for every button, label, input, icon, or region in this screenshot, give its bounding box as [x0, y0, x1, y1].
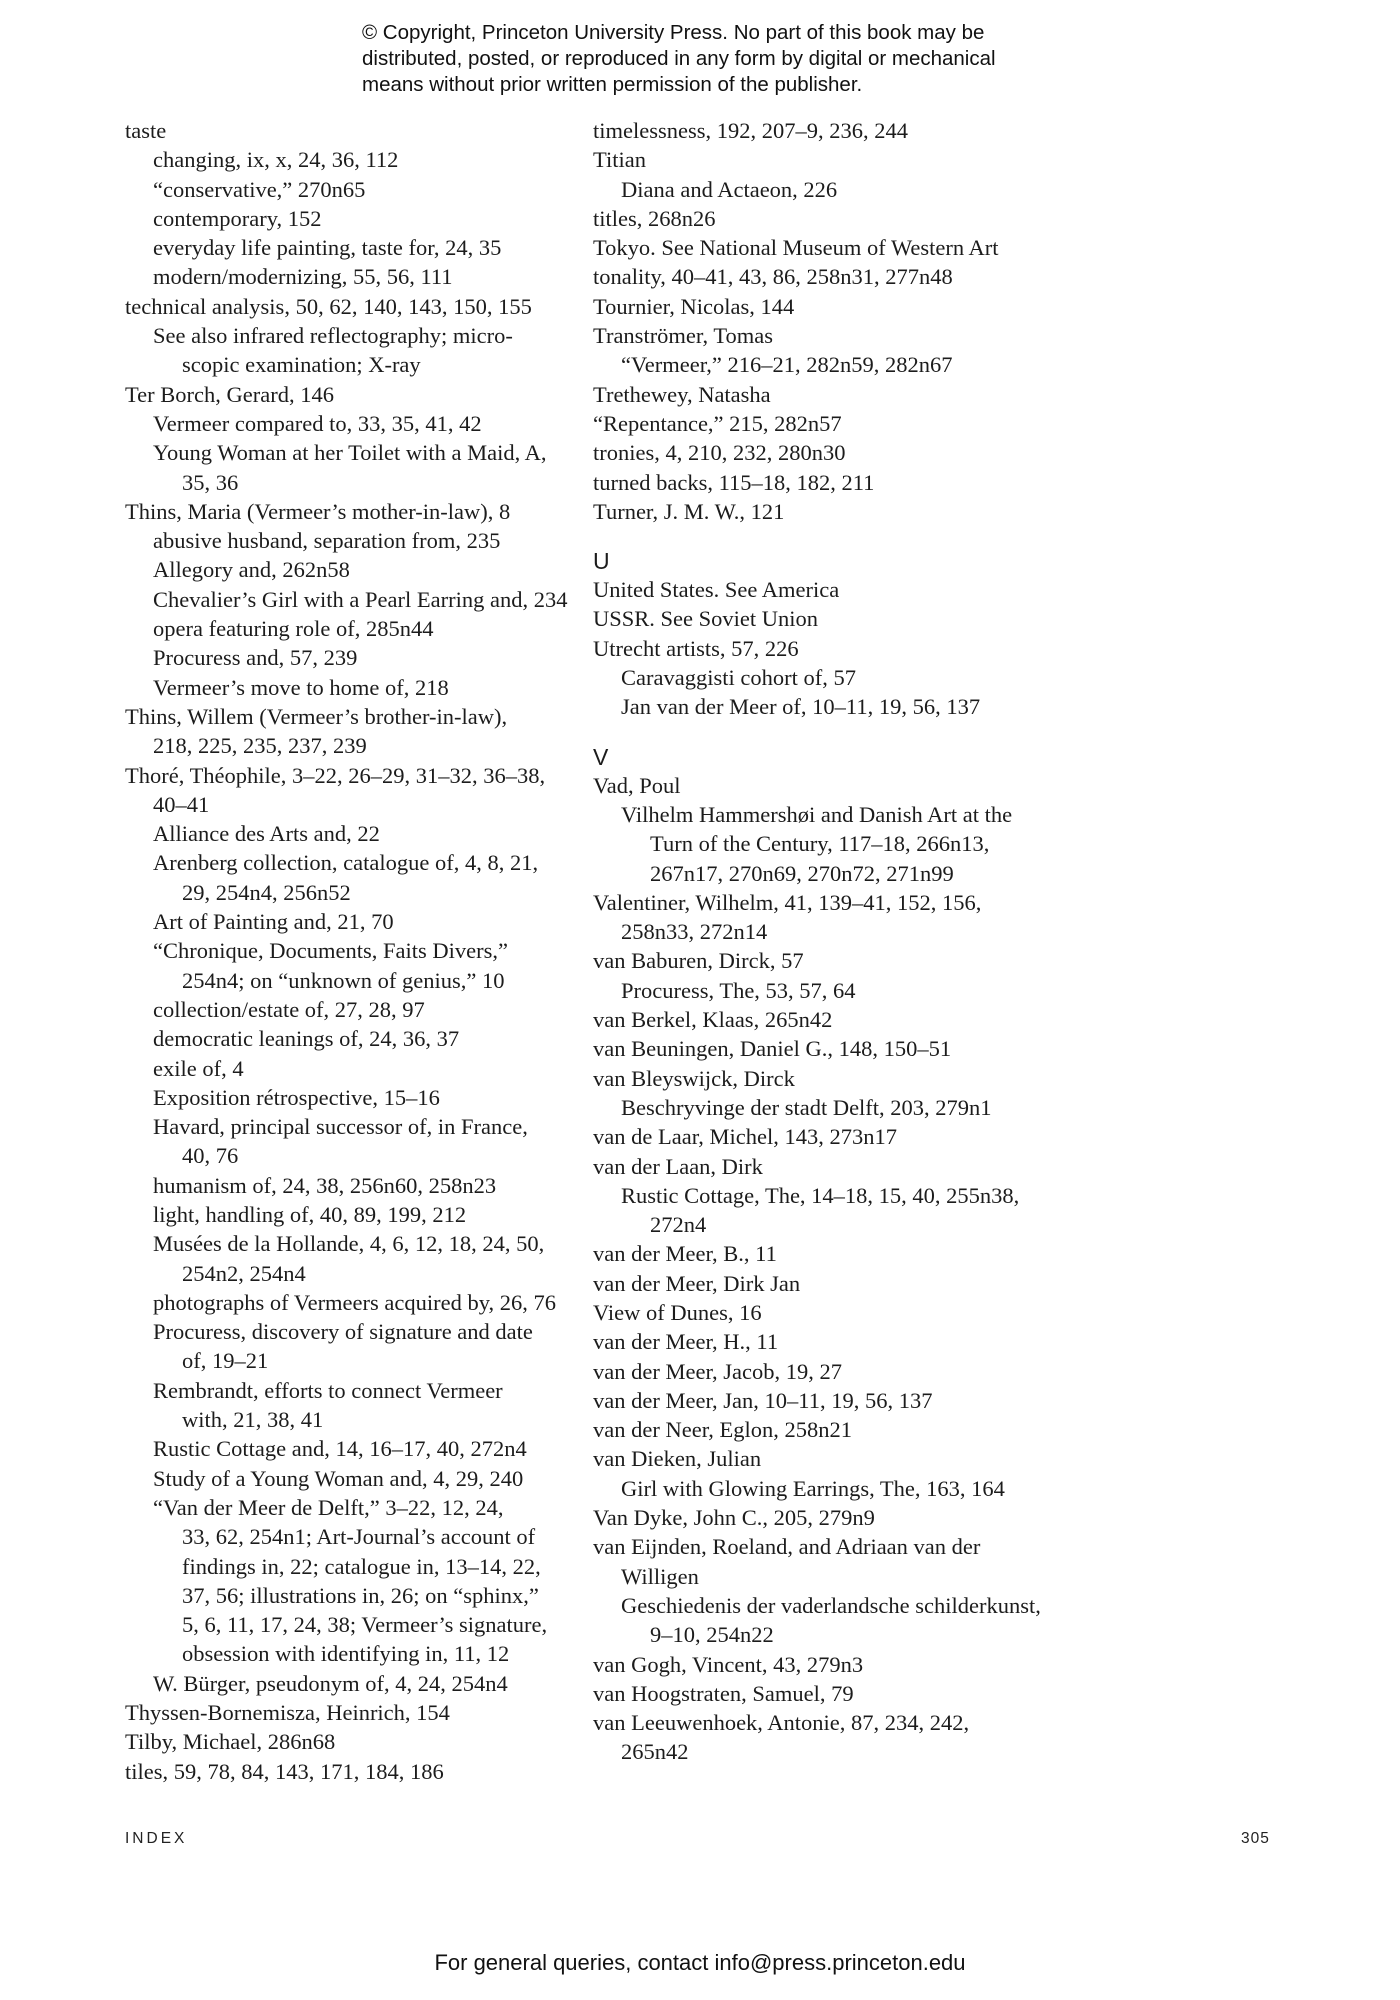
- index-subentry: opera featuring role of, 285n44: [153, 616, 434, 642]
- index-subentry: Vilhelm Hammershøi and Danish Art at the: [621, 801, 1013, 827]
- index-subentry: Arenberg collection, catalogue of, 4, 8, 21,: [153, 850, 539, 876]
- index-entry: technical analysis, 50, 62, 140, 143, 150, 155: [125, 293, 532, 319]
- index-entry: van der Meer, Jan, 10–11, 19, 56, 137: [593, 1387, 933, 1413]
- index-column-left: [125, 116, 580, 1786]
- index-subentry: “conservative,” 270n65: [153, 176, 366, 202]
- index-entry: taste: [125, 118, 167, 143]
- index-entry: van Beuningen, Daniel G., 148, 150–51: [593, 1036, 952, 1062]
- index-subentry: Geschiedenis der vaderlandsche schilderkunst,: [621, 1592, 1041, 1618]
- index-entry: Thins, Willem (Vermeer’s brother-in-law),: [125, 703, 508, 729]
- index-subentry: Rustic Cottage and, 14, 16–17, 40, 272n4: [153, 1436, 527, 1462]
- index-subentry: humanism of, 24, 38, 256n60, 258n23: [153, 1172, 497, 1198]
- index-entry: Thyssen-Bornemisza, Heinrich, 154: [125, 1700, 450, 1726]
- index-subentry: abusive husband, separation from, 235: [153, 528, 501, 554]
- contact-note: For general queries, contact info@press.princeton.edu: [434, 1950, 966, 1975]
- index-subentry: Girl with Glowing Earrings, The, 163, 164: [621, 1475, 1005, 1501]
- index-entry: Ter Borch, Gerard, 146: [125, 381, 334, 407]
- copyright-line: © Copyright, Princeton University Press. No part of this book may be: [362, 21, 985, 44]
- index-subentry: collection/estate of, 27, 28, 97: [153, 996, 425, 1022]
- index-subentry: 35, 36: [182, 469, 239, 495]
- index-subentry: W. Bürger, pseudonym of, 4, 24, 254n4: [153, 1670, 508, 1696]
- index-subentry: Willigen: [621, 1563, 699, 1589]
- index-subentry: Chevalier’s Girl with a Pearl Earring and, 234: [153, 586, 568, 612]
- index-subentry: 254n4; on “unknown of genius,” 10: [182, 967, 505, 993]
- index-entry: Vad, Poul: [593, 772, 681, 798]
- index-subentry: 5, 6, 11, 17, 24, 38; Vermeer’s signature,: [182, 1612, 548, 1638]
- index-subentry: Art of Painting and, 21, 70: [153, 909, 394, 935]
- index-entry: turned backs, 115–18, 182, 211: [593, 469, 875, 495]
- index-subentry: Procuress, discovery of signature and date: [153, 1319, 533, 1345]
- index-subentry: Turn of the Century, 117–18, 266n13,: [650, 831, 990, 857]
- index-entry: View of Dunes, 16: [593, 1299, 762, 1325]
- index-entry: van der Meer, Jacob, 19, 27: [593, 1358, 843, 1384]
- index-entry: Thins, Maria (Vermeer’s mother-in-law), 8: [125, 498, 511, 524]
- index-entry: van der Meer, Dirk Jan: [593, 1270, 801, 1296]
- index-subentry: Procuress, The, 53, 57, 64: [621, 977, 856, 1003]
- index-subentry: Young Woman at her Toilet with a Maid, A,: [153, 440, 547, 466]
- index-subentry: scopic examination; X-ray: [182, 352, 421, 378]
- index-subentry: 218, 225, 235, 237, 239: [153, 733, 367, 759]
- section-gap: [593, 526, 1063, 541]
- index-entry: van der Meer, B., 11: [593, 1241, 777, 1267]
- index-entry: Van Dyke, John C., 205, 279n9: [593, 1505, 875, 1531]
- index-subentry: changing, ix, x, 24, 36, 112: [153, 147, 399, 173]
- index-subentry: 265n42: [621, 1739, 689, 1765]
- index-entry: Tournier, Nicolas, 144: [593, 293, 795, 319]
- index-entry: van Berkel, Klaas, 265n42: [593, 1007, 833, 1033]
- index-subentry: “Van der Meer de Delft,” 3–22, 12, 24,: [153, 1494, 504, 1520]
- index-entry: Tokyo. See National Museum of Western Art: [593, 235, 999, 261]
- index-entry: Titian: [593, 147, 646, 173]
- index-entry: van der Laan, Dirk: [593, 1153, 763, 1179]
- index-entry: van Bleyswijck, Dirck: [593, 1065, 795, 1091]
- index-entry: Valentiner, Wilhelm, 41, 139–41, 152, 156,: [593, 889, 982, 915]
- copyright-line: means without prior written permission of the publisher.: [362, 73, 863, 96]
- copyright-line: distributed, posted, or reproduced in any form by digital or mechanical: [362, 47, 996, 70]
- index-subentry: modern/modernizing, 55, 56, 111: [153, 264, 453, 290]
- index-entry: Trethewey, Natasha: [593, 381, 771, 407]
- index-entry: Turner, J. M. W., 121: [593, 498, 785, 524]
- index-entry: van de Laar, Michel, 143, 273n17: [593, 1124, 898, 1150]
- section-letter: U: [593, 548, 610, 575]
- index-subentry: light, handling of, 40, 89, 199, 212: [153, 1201, 467, 1227]
- page-number: 305: [1241, 1830, 1270, 1847]
- index-subentry: Study of a Young Woman and, 4, 29, 240: [153, 1465, 524, 1491]
- index-column-right: [593, 116, 1063, 1767]
- index-subentry: Beschryvinge der stadt Delft, 203, 279n1: [621, 1094, 992, 1120]
- index-subentry: 267n17, 270n69, 270n72, 271n99: [650, 860, 954, 886]
- index-subentry: 9–10, 254n22: [650, 1622, 774, 1648]
- index-subentry: Allegory and, 262n58: [153, 557, 350, 583]
- index-subentry: 37, 56; illustrations in, 26; on “sphinx,”: [182, 1582, 539, 1608]
- index-subentry: findings in, 22; catalogue in, 13–14, 22,: [182, 1553, 541, 1579]
- copyright-notice: [362, 20, 1082, 98]
- index-entry: tronies, 4, 210, 232, 280n30: [593, 440, 846, 466]
- index-entry: titles, 268n26: [593, 205, 716, 231]
- index-subentry: of, 19–21: [182, 1348, 269, 1374]
- index-subentry: Rembrandt, efforts to connect Vermeer: [153, 1377, 503, 1403]
- index-entry: van Leeuwenhoek, Antonie, 87, 234, 242,: [593, 1710, 970, 1736]
- index-entry: United States. See America: [593, 577, 840, 603]
- index-subentry: photographs of Vermeers acquired by, 26, 76: [153, 1289, 557, 1315]
- index-subentry: 272n4: [650, 1212, 707, 1238]
- index-subentry: 33, 62, 254n1; Art-Journal’s account of: [182, 1524, 536, 1550]
- index-entry: van Baburen, Dirck, 57: [593, 948, 804, 974]
- index-subentry: 40–41: [153, 791, 210, 817]
- index-subentry: See also infrared reflectography; micro-: [153, 323, 513, 349]
- index-subentry: Diana and Actaeon, 226: [621, 176, 838, 202]
- index-subentry: Havard, principal successor of, in France,: [153, 1114, 528, 1140]
- index-entry: USSR. See Soviet Union: [593, 606, 819, 632]
- index-entry: Tranströmer, Tomas: [593, 323, 774, 349]
- index-subentry: Vermeer compared to, 33, 35, 41, 42: [153, 410, 482, 436]
- index-entry: van Gogh, Vincent, 43, 279n3: [593, 1651, 864, 1677]
- index-subentry: Musées de la Hollande, 4, 6, 12, 18, 24, 50,: [153, 1231, 545, 1257]
- index-entry: van Hoogstraten, Samuel, 79: [593, 1680, 854, 1706]
- index-subentry: “Chronique, Documents, Faits Divers,”: [153, 938, 508, 964]
- index-subentry: “Vermeer,” 216–21, 282n59, 282n67: [621, 352, 953, 378]
- index-subentry: Jan van der Meer of, 10–11, 19, 56, 137: [621, 694, 981, 720]
- index-subentry: Rustic Cottage, The, 14–18, 15, 40, 255n38,: [621, 1182, 1020, 1208]
- index-entry: tonality, 40–41, 43, 86, 258n31, 277n48: [593, 264, 953, 290]
- index-subentry: 40, 76: [182, 1143, 239, 1169]
- section-gap: [593, 722, 1063, 737]
- index-subentry: Exposition rétrospective, 15–16: [153, 1084, 440, 1110]
- running-footer-label: INDEX: [125, 1830, 188, 1847]
- index-subentry: obsession with identifying in, 11, 12: [182, 1641, 510, 1667]
- index-subentry: Vermeer’s move to home of, 218: [153, 674, 449, 700]
- section-letter: V: [593, 743, 609, 770]
- index-subentry: Caravaggisti cohort of, 57: [621, 665, 856, 691]
- index-entry: van der Meer, H., 11: [593, 1329, 779, 1355]
- index-entry: timelessness, 192, 207–9, 236, 244: [593, 118, 908, 143]
- index-entry: Tilby, Michael, 286n68: [125, 1729, 336, 1755]
- index-entry: van Dieken, Julian: [593, 1446, 762, 1472]
- index-entry: van Eijnden, Roeland, and Adriaan van der: [593, 1534, 981, 1560]
- index-entry: van der Neer, Eglon, 258n21: [593, 1417, 853, 1443]
- index-subentry: with, 21, 38, 41: [182, 1407, 324, 1433]
- index-subentry: 254n2, 254n4: [182, 1260, 306, 1286]
- index-entry: “Repentance,” 215, 282n57: [593, 410, 842, 436]
- index-subentry: Procuress and, 57, 239: [153, 645, 358, 671]
- index-subentry: 258n33, 272n14: [621, 919, 768, 945]
- index-subentry: contemporary, 152: [153, 205, 322, 231]
- index-entry: tiles, 59, 78, 84, 143, 171, 184, 186: [125, 1758, 444, 1784]
- index-subentry: exile of, 4: [153, 1055, 244, 1081]
- index-subentry: Alliance des Arts and, 22: [153, 821, 380, 847]
- index-entry: Utrecht artists, 57, 226: [593, 635, 799, 661]
- index-subentry: 29, 254n4, 256n52: [182, 879, 351, 905]
- index-entry: Thoré, Théophile, 3–22, 26–29, 31–32, 36–38,: [125, 762, 546, 788]
- index-subentry: democratic leanings of, 24, 36, 37: [153, 1026, 460, 1052]
- index-subentry: everyday life painting, taste for, 24, 35: [153, 235, 502, 261]
